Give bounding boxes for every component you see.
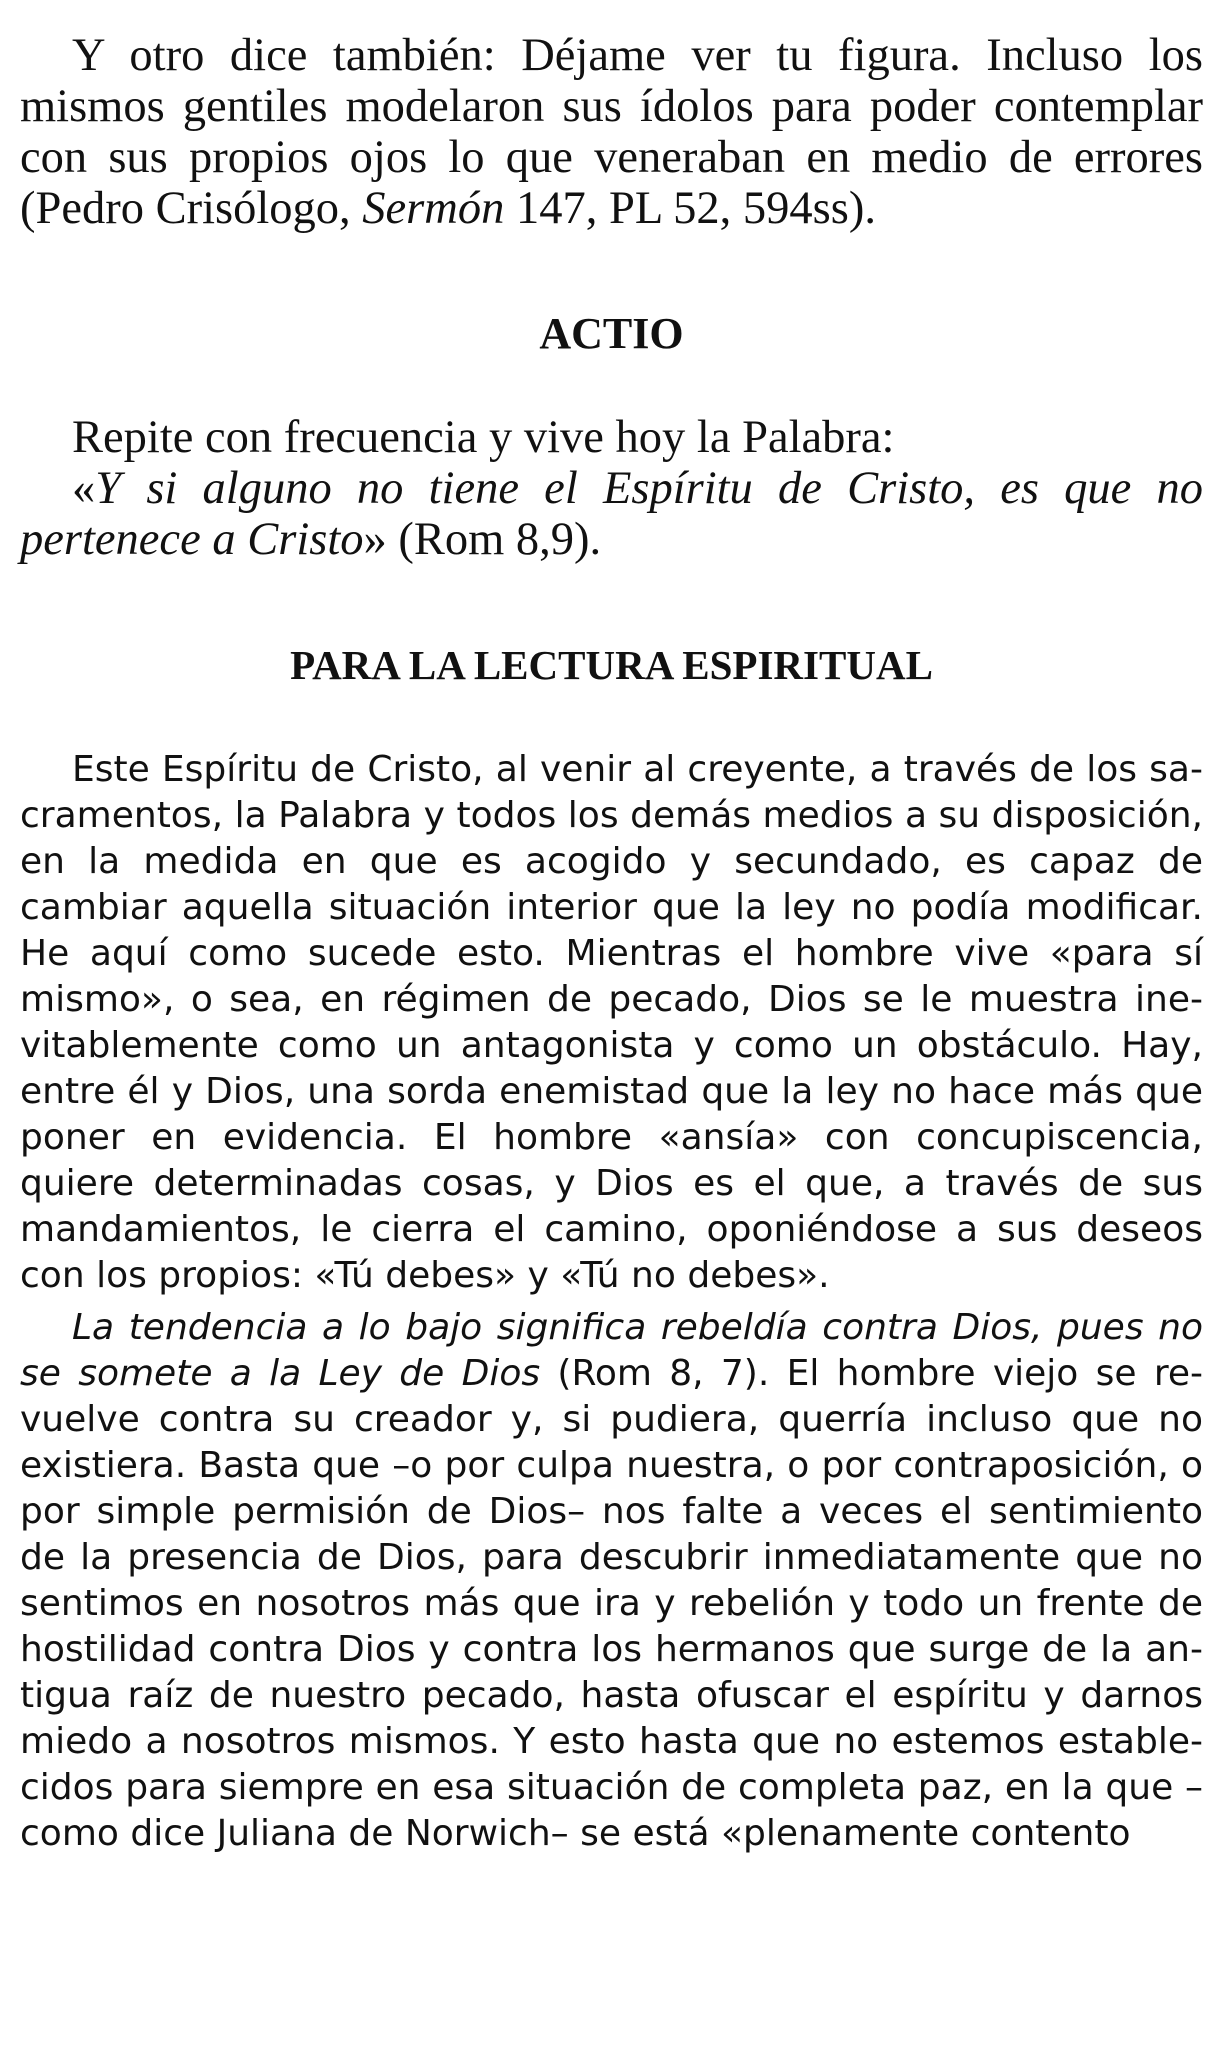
lectura-italic-quote: La tendencia a lo bajo significa rebeldía contra Dios, pues no se somete a la Ley de Dios <box>20 1307 1203 1394</box>
intro-paragraph <box>20 30 1203 234</box>
book-page <box>20 30 1203 1857</box>
lectura-section <box>20 747 1203 1857</box>
actio-quote <box>20 463 1203 565</box>
lectura-paragraph-2 <box>20 1305 1203 1857</box>
quote-close-mark: » <box>363 514 387 565</box>
intro-italic-title: Sermón <box>362 183 505 234</box>
actio-reference: (Rom 8,9). <box>386 514 602 565</box>
lectura-paragraph-1: Este Espíritu de Cristo, al venir al creyente, a través de los sacramentos, la Palabra y todos los demás medios a su disposición, en la medida en que es acogido y secundado, es capaz de cambiar aquella situación interior que la ley no podía modificar. He aquí como sucede esto. Mientras el hombre vive «para sí mismo», o sea, en régimen de pecado, Dios se le muestra inevitablemente como un antagonista y como un obstáculo. Hay, entre él y Dios, una sorda enemistad que la ley no hace más que poner en evidencia. El hombre «ansía» con concupiscencia, quiere determinadas cosas, y Dios es el que, a través de sus mandamientos, le cierra el camino, oponiéndose a sus deseos con los propios: «Tú debes» y «Tú no debes». <box>20 749 1203 1296</box>
quote-open-mark: « <box>72 463 96 514</box>
lectura-paragraph-2-text: (Rom 8, 7). El hombre viejo se revuelve contra su creador y, si pudiera, querría incluso que no existiera. Basta que –o por culpa nuestra, o por contraposición, o por simple permisión de Dios– nos falte a veces el sentimiento de la presencia de Dios, para descubrir inmediatamente que no sentimos en nosotros más que ira y rebelión y todo un frente de hostilidad contra Dios y contra los hermanos que surge de la antigua raíz de nuestro pecado, hasta ofuscar el espíritu y darnos miedo a nosotros mismos. Y esto hasta que no estemos establecidos para siempre en esa situación de completa paz, en la que –como dice Juliana de Norwich– se está «plenamente contento <box>20 1353 1203 1854</box>
actio-heading: ACTIO <box>539 309 684 358</box>
actio-section <box>20 412 1203 565</box>
intro-text: Y otro dice también: Déjame ver tu figura. Incluso los mismos gentiles modelaron sus ídolos para poder contemplar con sus propios ojos lo que veneraban en medio de errores (Pedro Crisólogo, <box>20 30 1203 234</box>
intro-citation: 147, PL 52, 594ss). <box>504 183 876 234</box>
lectura-heading: PARA LA LECTURA ESPIRITUAL <box>290 642 933 688</box>
actio-quote-text: Y si alguno no tiene el Espíritu de Cristo, es que no pertenece a Cristo <box>20 463 1203 565</box>
actio-instruction: Repite con frecuencia y vive hoy la Palabra: <box>72 412 895 463</box>
